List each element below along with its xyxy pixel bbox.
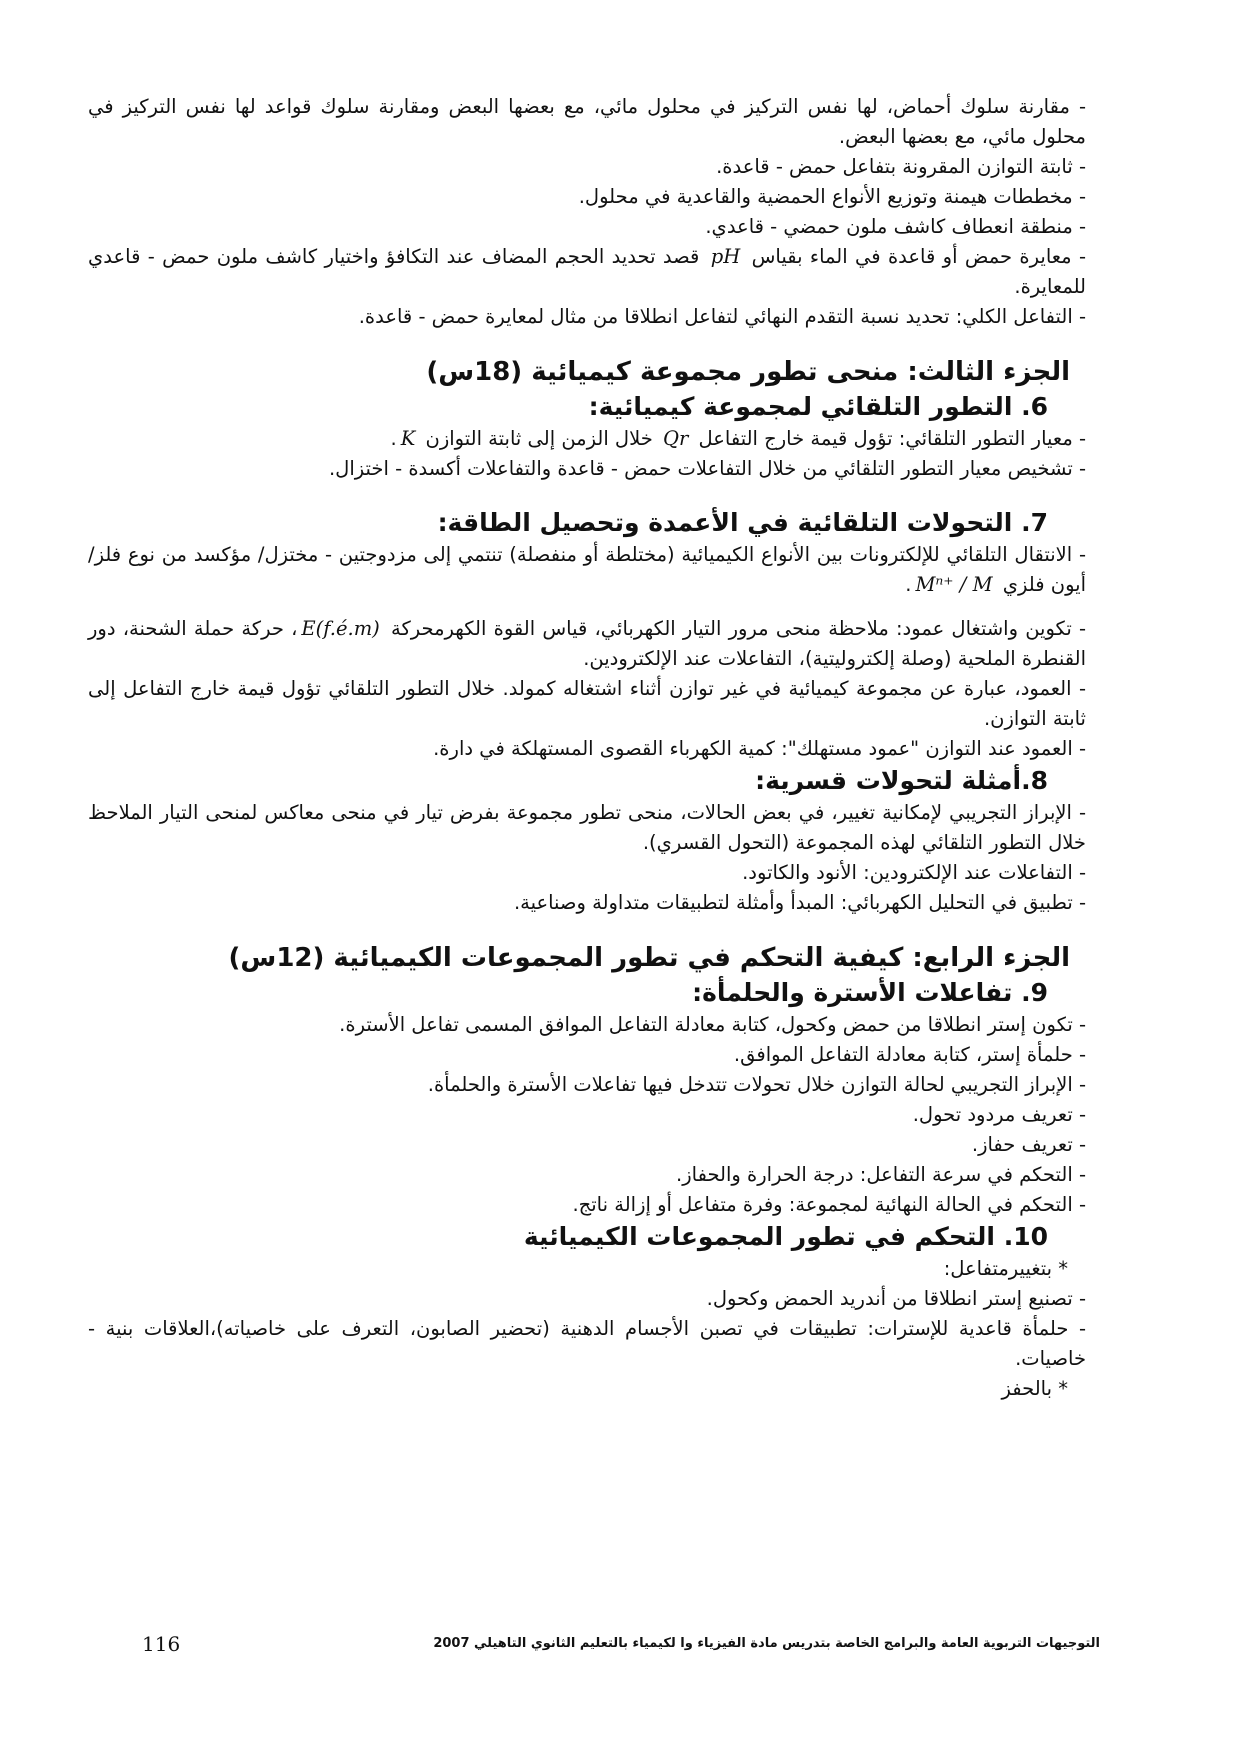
s10-bullet-2: - حلمأة قاعدية للإسترات: تطبيقات في تصبن الأجسام الدهنية (تحضير الصابون، التعرف على خاصياته)،العلاقات بنية - خاصيات.	[88, 1317, 1086, 1370]
s8-line-1: - الإبراز التجريبي لإمكانية تغيير، في بعض الحالات، منحى تطور مجموعة بفرض تيار في منحى معاكس لمنحى التيار الملاحظ خلال التطور التلقائي لهذه المجموعة (التحول القسري).	[88, 801, 1086, 854]
s10-star-1: * بتغييرمتفاعل:	[943, 1257, 1068, 1280]
s7-line-2-part-b: ، حركة حملة الشحنة، دور القنطرة الملحية (وصلة إلكتروليتية)، التفاعلات عند الإلكترودين.	[88, 617, 1086, 670]
page-footer	[88, 1632, 1100, 1660]
intro-line-6: - التفاعل الكلي: تحديد نسبة التقدم النهائي لتفاعل انطلاقا من مثال لمعايرة حمض - قاعدة.	[358, 305, 1086, 328]
emf-symbol: E(f.é.m)	[301, 617, 380, 640]
s9-item: - تكون إستر انطلاقا من حمض وكحول، كتابة معادلة التفاعل الموافق المسمى تفاعل الأسترة.	[339, 1013, 1086, 1036]
s6-line-1-part-b: خلال الزمن إلى ثابتة التوازن	[425, 427, 653, 450]
s9-item: - التحكم في الحالة النهائية لمجموعة: وفرة متفاعل أو إزالة ناتج.	[572, 1193, 1086, 1216]
part4-title: الجزء الرابع: كيفية التحكم في تطور المجموعات الكيميائية (12س)	[228, 943, 1070, 973]
s7-line-4: - العمود عند التوازن "عمود مستهلك": كمية الكهرباء القصوى المستهلكة في دارة.	[433, 737, 1086, 760]
section8-title: 8.أمثلة لتحولات قسرية:	[755, 766, 1048, 795]
s7-line-1-part-a: - الانتقال التلقائي للإلكترونات بين الأنواع الكيميائية (مختلطة أو منفصلة) تنتمي إلى مزدوجتين - مختزل/ مؤكسد من نوع فلز/ أيون فلزي	[88, 543, 1086, 596]
s9-item: - تعريف مردود تحول.	[912, 1103, 1086, 1126]
s8-line-3: - تطبيق في التحليل الكهربائي: المبدأ وأمثلة لتطبيقات متداولة وصناعية.	[513, 891, 1086, 914]
s9-item: - حلمأة إستر، كتابة معادلة التفاعل الموافق.	[733, 1043, 1086, 1066]
metal-couple-symbol: Mⁿ⁺ / M	[915, 573, 993, 596]
intro-line-5-part-a: - معايرة حمض أو قاعدة في الماء بقياس	[751, 245, 1087, 268]
part3-title: الجزء الثالث: منحى تطور مجموعة كيميائية (18س)	[426, 357, 1070, 387]
section9-title: 9. تفاعلات الأسترة والحلمأة:	[692, 978, 1048, 1007]
intro-line-3: - مخططات هيمنة وتوزيع الأنواع الحمضية والقاعدية في محلول.	[578, 185, 1086, 208]
s6-line-1	[88, 424, 1100, 454]
intro-line-4: - منطقة انعطاف كاشف ملون حمضي - قاعدي.	[705, 215, 1086, 238]
s9-item: - الإبراز التجريبي لحالة التوازن خلال تحولات تتدخل فيها تفاعلات الأسترة والحلمأة.	[427, 1073, 1086, 1096]
document-body	[88, 92, 1100, 1404]
s10-bullet-1: - تصنيع إستر انطلاقا من أندريد الحمض وكحول.	[706, 1287, 1086, 1310]
s6-line-1-part-c: .	[390, 427, 397, 450]
s9-item: - تعريف حفاز.	[971, 1133, 1086, 1156]
qr-symbol: Qr	[663, 427, 689, 450]
s8-line-2: - التفاعلات عند الإلكترودين: الأنود والكاتود.	[742, 861, 1086, 884]
intro-line-5-part-b: قصد تحديد الحجم المضاف عند التكافؤ واختيار كاشف ملون حمض - قاعدي للمعايرة.	[88, 245, 1086, 298]
ph-symbol: pH	[710, 245, 741, 268]
s7-line-1-part-b: .	[905, 573, 912, 596]
s10-star-2: * بالحفز	[1001, 1377, 1068, 1400]
k-symbol: K	[400, 427, 416, 450]
s9-item: - التحكم في سرعة التفاعل: درجة الحرارة والحفاز.	[676, 1163, 1086, 1186]
section7-title: 7. التحولات التلقائية في الأعمدة وتحصيل الطاقة:	[437, 508, 1048, 537]
intro-line-1: - مقارنة سلوك أحماض، لها نفس التركيز في محلول مائي، مع بعضها البعض ومقارنة سلوك قواعد لها نفس التركيز في محلول مائي، مع بعضها البعض.	[88, 95, 1086, 148]
s7-line-2-part-a: - تكوين واشتغال عمود: ملاحظة منحى مرور التيار الكهربائي، قياس القوة الكهرمحركة	[391, 617, 1086, 640]
s7-line-3: - العمود، عبارة عن مجموعة كيميائية في غير توازن أثناء اشتغاله كمولد. خلال التطور التلقائي تؤول قيمة خارج التفاعل إلى ثابتة التوازن.	[88, 677, 1086, 730]
s7-line-2	[88, 614, 1100, 674]
intro-line-5	[88, 242, 1100, 302]
page-number: 116	[142, 1632, 181, 1656]
s6-line-2: - تشخيص معيار التطور التلقائي من خلال التفاعلات حمض - قاعدة والتفاعلات أكسدة - اختزال.	[328, 457, 1086, 480]
section6-title: 6. التطور التلقائي لمجموعة كيميائية:	[588, 392, 1048, 421]
s7-line-1	[88, 540, 1100, 600]
intro-line-2: - ثابتة التوازن المقرونة بتفاعل حمض - قاعدة.	[716, 155, 1086, 178]
footer-title: التوجيهات التربوية العامة والبرامج الخاصة بتدريس مادة الفيزياء وا لكيمياء بالتعليم الثانوي التاهيلي 2007	[433, 1636, 1100, 1651]
s6-line-1-part-a: - معيار التطور التلقائي: تؤول قيمة خارج التفاعل	[698, 427, 1086, 450]
section10-title: 10. التحكم في تطور المجموعات الكيميائية	[523, 1222, 1048, 1251]
